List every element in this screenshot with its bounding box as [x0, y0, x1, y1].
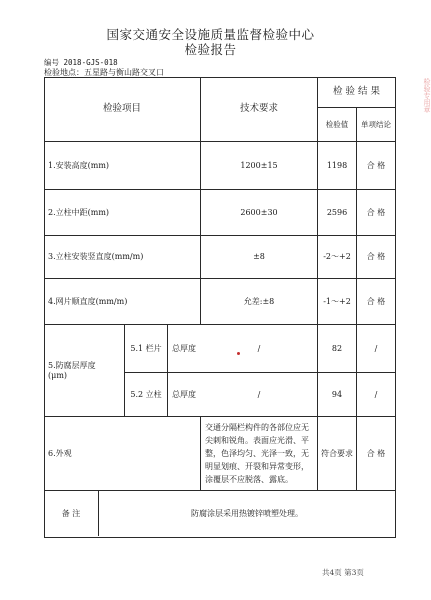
row6-value: 符合要求: [321, 448, 353, 458]
header-conclusion: 单项结论: [361, 119, 391, 129]
row4-conclusion: 合 格: [366, 296, 386, 306]
row6-item: 6.外观: [48, 448, 72, 458]
row4-requirement: 允差:±8: [243, 296, 275, 306]
row2-item: 2.立柱中距(mm): [48, 207, 110, 217]
row3-item: 3.立柱安装竖直度(mm/m): [48, 252, 144, 261]
row5-1-label: 总厚度: [172, 343, 196, 353]
header-item: 检验项目: [102, 103, 141, 115]
row5-2-requirement: /: [257, 389, 261, 399]
seal-stamp-edge: 检验专用章: [423, 78, 431, 113]
row5-2-part: 5.2 立柱: [130, 389, 162, 399]
row2-value: 2596: [326, 207, 348, 217]
row5-1-value: 82: [331, 343, 343, 353]
row1-requirement: 1200±15: [240, 160, 278, 170]
row5-1-requirement: /: [257, 343, 261, 353]
row5-1-conclusion: /: [374, 343, 378, 353]
row5-2-label: 总厚度: [172, 389, 196, 399]
row6-requirement: 交通分隔栏构件的各部位应无尖刺和锐角。表面应光滑、平整，色泽均匀、光泽一致，无明显划痕、开裂和异常变形，涂覆层不应脱落、露底。: [205, 422, 309, 485]
inspection-table: [44, 77, 396, 538]
test-location: 检验地点：五星路与衡山路交叉口: [44, 68, 164, 77]
header-requirement: 技术要求: [239, 103, 278, 115]
page-count: 共4页 第3页: [322, 568, 364, 577]
row5-2-conclusion: /: [374, 389, 378, 399]
doc-code: 编号 2018-GJS-018: [44, 58, 118, 67]
row3-conclusion: 合 格: [366, 252, 386, 261]
row1-conclusion: 合 格: [366, 160, 386, 170]
row2-conclusion: 合 格: [366, 207, 386, 217]
row6-conclusion: 合 格: [366, 448, 386, 458]
row5-item-line1: 5.防腐层厚度: [48, 360, 96, 370]
org-title: 国家交通安全设施质量监督检验中心: [106, 27, 315, 42]
row3-requirement: ±8: [253, 252, 265, 261]
header-value: 检验值: [325, 119, 349, 129]
doc-title: 检验报告: [184, 42, 237, 57]
row5-2-value: 94: [331, 389, 343, 399]
row5-item-line2: (μm): [48, 370, 68, 380]
row1-item: 1.安装高度(mm): [48, 160, 110, 170]
row4-value: -1～+2: [323, 296, 351, 306]
row4-item: 4.网片顺直度(mm/m): [48, 296, 128, 306]
row5-1-part: 5.1 栏片: [130, 343, 162, 353]
row2-requirement: 2600±30: [240, 207, 278, 217]
header-result: 检 验 结 果: [332, 86, 381, 98]
row3-value: -2～+2: [323, 252, 351, 261]
remarks-label: 备 注: [61, 508, 81, 518]
row5-item: [44, 325, 124, 416]
row1-value: 1198: [326, 160, 348, 170]
ink-mark: [237, 352, 240, 355]
remarks-text: 防腐涂层采用热镀锌喷塑处理。: [191, 508, 303, 518]
